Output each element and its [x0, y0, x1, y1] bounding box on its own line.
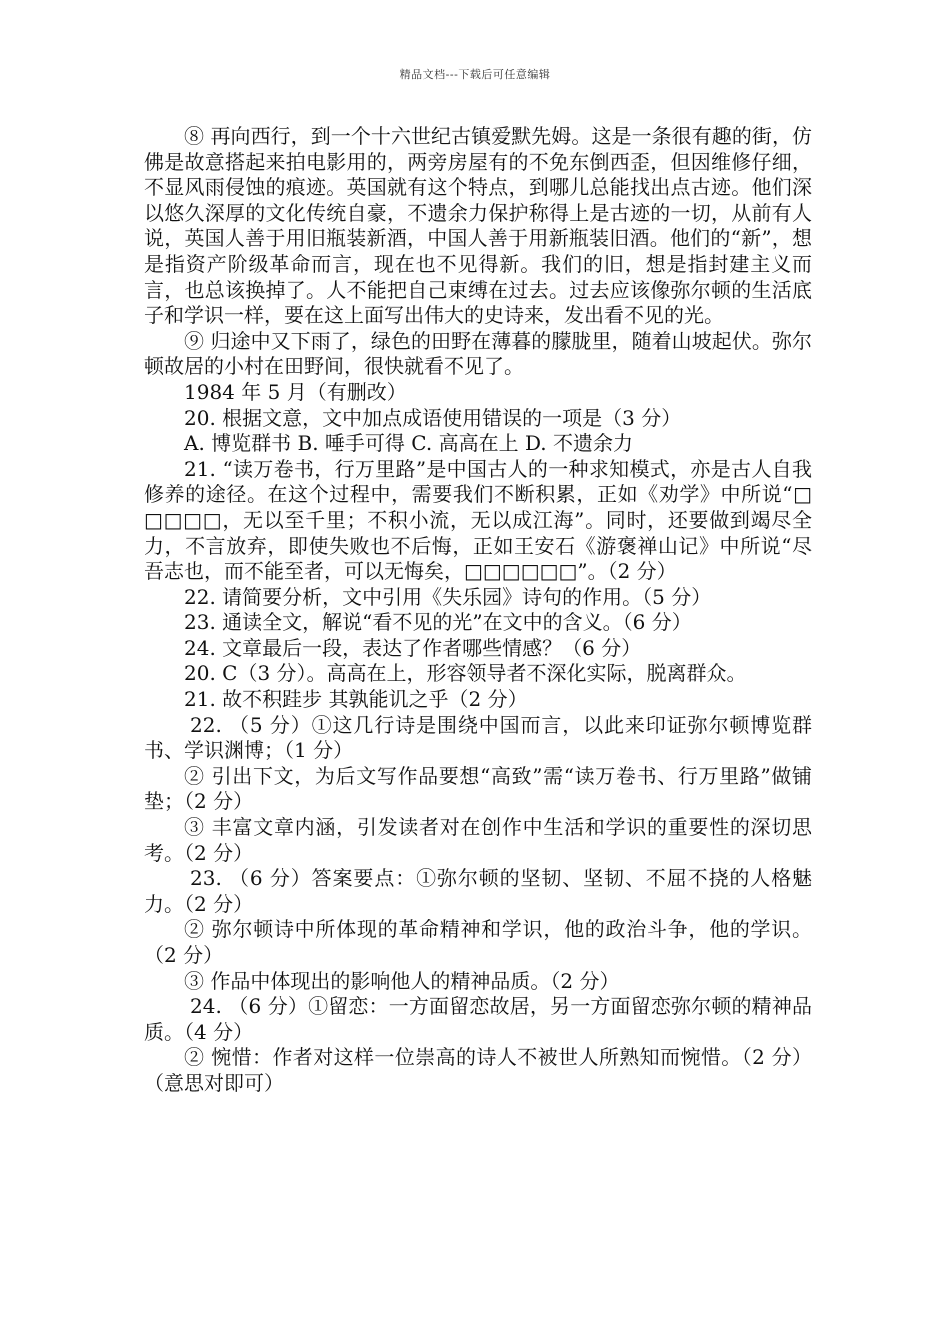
- date-note: 1984 年 5 月（有删改）: [184, 379, 407, 404]
- paragraph-8: ⑧ 再向西行，到一个十六世纪古镇爱默先姆。这是一条很有趣的街，仿佛是故意搭起来拍电影用的，两旁房屋有的不免东倒西歪，但因维修仔细，不显风雨侵蚀的痕迹。英国就有这个特点，到哪儿总能找出点古迹。他们深以悠久深厚的文化传统自豪，不遗余力保护称得上是古迹的一切，从前有人说，英国人善于用旧瓶装新酒，中国人善于用新瓶装旧酒。他们的“新”，想是指资产阶级革命而言，现在也不见得新。我们的旧，想是指封建主义而言，也总该换掉了。人不能把自己束缚在过去。过去应该像弥尔顿的生活底子和学识一样，要在这上面写出伟大的史诗来，发出看不见的光。: [144, 124, 812, 328]
- answer-23-point-2: ② 弥尔顿诗中所体现的革命精神和学识，他的政治斗争，他的学识。（2 分）: [144, 917, 812, 967]
- answer-24-point-1: 24. （6 分）①留恋：一方面留恋故居，另一方面留恋弥尔顿的精神品质。（4 分）: [144, 994, 812, 1044]
- question-21: 21. “读万卷书，行万里路”是中国古人的一种求知模式，亦是古人自我修养的途径。在这个过程中，需要我们不断积累，正如《劝学》中所说“□□□□□，无以至千里；不积小流，无以成江海”。同时，还要做到竭尽全力，不言放弃，即使失败也不后悔，正如王安石《游褒禅山记》中所说“尽吾志也，而不能至者，可以无悔矣，□□□□□□”。（2 分）: [144, 456, 812, 584]
- document-body: [144, 124, 812, 1097]
- answer-22-point-3: ③ 丰富文章内涵，引发读者对在创作中生活和学识的重要性的深切思考。（2 分）: [144, 815, 812, 865]
- answer-21: 21. 故不积跬步 其孰能讥之乎（2 分）: [184, 687, 528, 712]
- answer-23-point-1: 23. （6 分）答案要点：①弥尔顿的坚韧、坚韧、不屈不挠的人格魅力。（2 分）: [144, 866, 812, 916]
- answer-22-point-1: 22. （5 分）①这几行诗是围绕中国而言，以此来印证弥尔顿博览群书、学识渊博；（1 分）: [144, 712, 812, 763]
- paragraph-9: ⑨ 归途中又下雨了，绿色的田野在薄暮的朦胧里，随着山坡起伏。弥尔顿故居的小村在田野间，很快就看不见了。: [144, 328, 812, 379]
- question-23: 23. 通读全文，解说“看不见的光”在文中的含义。（6 分）: [184, 610, 692, 635]
- page-header: 精品文档---下载后可任意编辑: [399, 68, 551, 81]
- question-22: 22. 请简要分析，文中引用《失乐园》诗句的作用。（5 分）: [184, 584, 712, 609]
- question-24: 24. 文章最后一段，表达了作者哪些情感？（6 分）: [184, 635, 642, 660]
- answer-24-point-2: ② 惋惜：作者对这样一位崇高的诗人不被世人所熟知而惋惜。（2 分）（意思对即可）: [144, 1045, 812, 1095]
- answer-22-point-2: ② 引出下文，为后文写作品要想“高致”需“读万卷书、行万里路”做铺垫；（2 分）: [144, 763, 812, 814]
- question-20-options: A. 博览群书 B. 唾手可得 C. 高高在上 D. 不遗余力: [184, 431, 633, 456]
- answer-23-point-3: ③ 作品中体现出的影响他人的精神品质。（2 分）: [184, 968, 620, 993]
- answer-20: 20. C（3 分）。高高在上，形容领导者不深化实际，脱离群众。: [184, 661, 747, 686]
- question-20: 20. 根据文意，文中加点成语使用错误的一项是（3 分）: [184, 405, 682, 430]
